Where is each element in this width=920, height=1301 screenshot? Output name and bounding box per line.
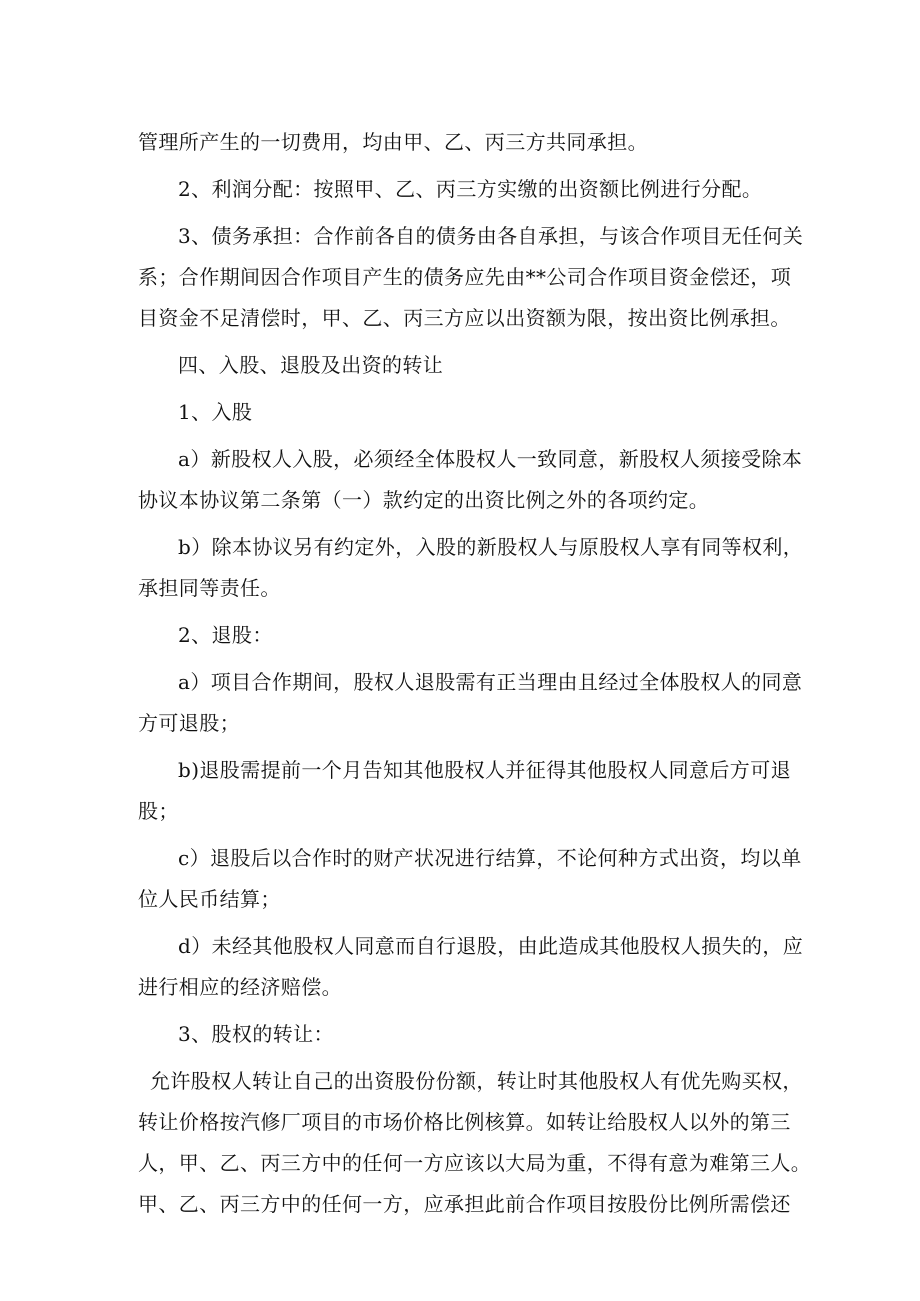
paragraph-line: 进行相应的经济赔偿。 bbox=[138, 975, 342, 999]
paragraph-line: 甲、乙、丙三方中的任何一方，应承担此前合作项目按股份比例所需偿还 bbox=[138, 1192, 791, 1216]
paragraph-line: 系；合作期间因合作项目产生的债务应先由**公司合作项目资金偿还，项 bbox=[138, 265, 792, 289]
document-body bbox=[138, 122, 812, 1225]
paragraph-line: 目资金不足清偿时，甲、乙、丙三方应以出资额为限，按出资比例承担。 bbox=[138, 306, 791, 330]
paragraph-line: 人，甲、乙、丙三方中的任何一方应该以大局为重，不得有意为难第三人。 bbox=[138, 1151, 812, 1175]
paragraph-line: 转让价格按汽修厂项目的市场价格比例核算。如转让给股权人以外的第三 bbox=[138, 1110, 791, 1134]
paragraph-line: c）退股后以合作时的财产状况进行结算，不论何种方式出资，均以单 bbox=[178, 846, 802, 870]
section-heading: 四、入股、退股及出资的转让 bbox=[178, 353, 444, 377]
paragraph-line: 方可退股； bbox=[138, 711, 240, 735]
paragraph-line: a）新股权人入股，必须经全体股权人一致同意，新股权人须接受除本 bbox=[178, 447, 803, 471]
paragraph-line: 管理所产生的一切费用，均由甲、乙、丙三方共同承担。 bbox=[138, 130, 648, 154]
paragraph-line: b)退股需提前一个月告知其他股权人并征得其他股权人同意后方可退 bbox=[178, 758, 792, 782]
paragraph-line: d）未经其他股权人同意而自行退股，由此造成其他股权人损失的，应 bbox=[178, 934, 804, 958]
paragraph-line: 位人民币结算； bbox=[138, 887, 281, 911]
paragraph-line: 股； bbox=[138, 799, 179, 823]
paragraph-line: a）项目合作期间，股权人退股需有正当理由且经过全体股权人的同意 bbox=[178, 670, 803, 694]
paragraph-line: 承担同等责任。 bbox=[138, 576, 281, 600]
paragraph-line: 3、债务承担：合作前各自的债务由各自承担，与该合作项目无任何关 bbox=[178, 224, 804, 248]
subsection-heading: 2、退股： bbox=[178, 623, 273, 647]
paragraph-line: b）除本协议另有约定外，入股的新股权人与原股权人享有同等权利， bbox=[178, 535, 804, 559]
subsection-heading: 3、股权的转让： bbox=[178, 1022, 334, 1046]
paragraph-line: 2、利润分配：按照甲、乙、丙三方实缴的出资额比例进行分配。 bbox=[178, 177, 763, 201]
subsection-heading: 1、入股 bbox=[178, 400, 253, 424]
paragraph-line: 允许股权人转让自己的出资股份份额，转让时其他股权人有优先购买权， bbox=[150, 1069, 803, 1093]
paragraph-line: 协议本协议第二条第（一）款约定的出资比例之外的各项约定。 bbox=[138, 488, 710, 512]
